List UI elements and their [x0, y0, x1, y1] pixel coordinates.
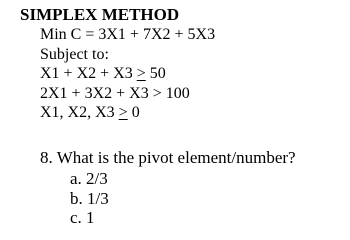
objective-function: Min C = 3X1 + 7X2 + 5X3: [40, 26, 216, 43]
slide-title: SIMPLEX METHOD: [20, 5, 180, 24]
nonnegativity-rhs: 0: [127, 104, 140, 121]
nonnegativity-constraint: [40, 103, 215, 123]
problem-statement: [40, 25, 215, 123]
nonnegativity-lhs: X1, X2, X3: [40, 104, 119, 121]
greater-equal-symbol: >: [118, 104, 128, 121]
constraint-1-lhs: X1 + X2 + X3: [40, 65, 137, 82]
greater-equal-symbol: >: [136, 65, 146, 82]
option-c: c. 1: [70, 208, 95, 227]
constraint-1: [40, 64, 215, 84]
constraint-1-rhs: 50: [145, 65, 166, 82]
option-b: b. 1/3: [70, 188, 109, 208]
constraint-2: 2X1 + 3X2 + X3 > 100: [40, 84, 190, 102]
question-text: 8. What is the pivot element/number?: [40, 148, 296, 167]
option-a: a. 2/3: [70, 169, 108, 188]
subject-to-label: Subject to:: [40, 45, 109, 63]
answer-options: [70, 169, 109, 228]
